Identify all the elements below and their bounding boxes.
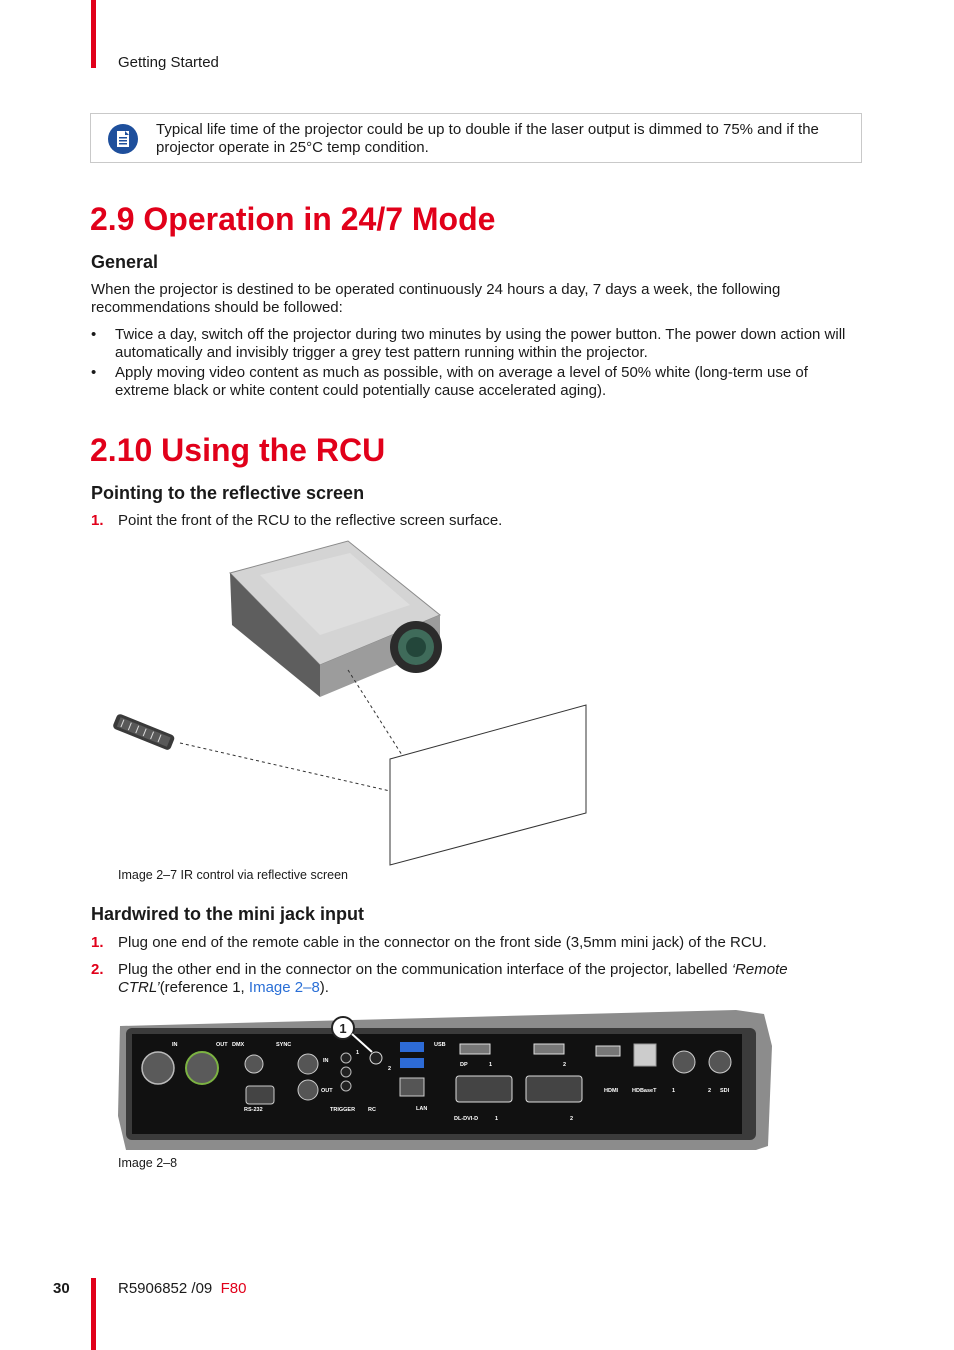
footer-accent-bar xyxy=(91,1278,96,1350)
reflective-screen xyxy=(390,705,586,865)
label-sync-out: OUT xyxy=(321,1088,333,1094)
remote-ctrl-jack xyxy=(370,1052,382,1064)
label-sdi: SDI xyxy=(720,1088,730,1094)
step-text-part: ). xyxy=(319,978,329,996)
label-dvi-1: 1 xyxy=(495,1116,499,1122)
step-text-part: (reference 1, xyxy=(159,978,249,996)
label-hdbaset: HDBaseT xyxy=(632,1088,657,1094)
label-trigger-1: 1 xyxy=(356,1050,360,1056)
label-out: OUT xyxy=(216,1042,228,1048)
label-rs232: RS-232 xyxy=(244,1107,263,1113)
figure-ir-reflective-screen xyxy=(110,535,600,870)
label-rc: RC xyxy=(368,1107,376,1113)
label-dvi-2: 2 xyxy=(570,1116,574,1122)
step-text: Plug one end of the remote cable in the connector on the front side (3,5mm mini jack) of the RCU. xyxy=(118,934,767,951)
note-text: Typical life time of the projector could be up to double if the laser output is dimmed to 75% and if the projector operate in 25°C temp condition. xyxy=(156,121,819,156)
label-rc-2: 2 xyxy=(388,1066,392,1072)
label-sdi-2: 2 xyxy=(708,1088,712,1094)
step-number: 1. xyxy=(91,934,104,951)
doc-number: R5906852 /09 xyxy=(118,1280,213,1297)
section-9-subtitle: General xyxy=(91,252,159,272)
section-10-sub1: Pointing to the reflective screen xyxy=(91,483,365,503)
header-section-title: Getting Started xyxy=(118,54,219,71)
figure-connector-panel xyxy=(116,1006,776,1156)
figure-1-caption: Image 2–7 IR control via reflective screen xyxy=(118,868,348,882)
bullet-text: Twice a day, switch off the projector during two minutes by using the power button. The power down action will automatically and invisibly trigger a grey test pattern running within the projector. xyxy=(115,326,846,361)
rcu-remote-illustration xyxy=(112,713,175,751)
label-usb: USB xyxy=(434,1042,446,1048)
bullet-text: Apply moving video content as much as possible, with on average a level of 50% white (long-term use of extreme black or white content could potentially cause accelerated aging). xyxy=(115,364,808,399)
label-dp-1: 1 xyxy=(489,1062,493,1068)
model-name: F80 xyxy=(220,1280,247,1297)
figure-2-caption: Image 2–8 xyxy=(118,1156,178,1170)
bullet-marker: • xyxy=(91,364,97,381)
section-9-title: 2.9 Operation in 24/7 Mode xyxy=(90,201,496,237)
step-number: 2. xyxy=(91,961,104,978)
projector-illustration xyxy=(230,541,442,697)
bullet-marker: • xyxy=(91,326,97,343)
footer-doc-id xyxy=(118,1280,246,1297)
step-number: 1. xyxy=(91,512,104,529)
image-reference-link[interactable]: Image 2–8 xyxy=(248,978,320,996)
label-dp-2: 2 xyxy=(563,1062,567,1068)
page-number: 30 xyxy=(53,1280,70,1297)
header-accent-bar xyxy=(91,0,96,68)
label-dp: DP xyxy=(460,1062,468,1068)
step-text-part: Plug the other end in the connector on the communication interface of the projector, labelled xyxy=(118,961,732,978)
step-text: Point the front of the RCU to the reflective screen surface. xyxy=(118,512,503,529)
label-dmx: DMX xyxy=(232,1042,245,1048)
remote-ctrl-label: ‘Remote CTRL’ xyxy=(118,961,788,996)
label-dvi: DL-DVI-D xyxy=(454,1116,479,1122)
label-in: IN xyxy=(172,1042,178,1048)
section-10-title: 2.10 Using the RCU xyxy=(90,432,386,468)
section-10-sub2: Hardwired to the mini jack input xyxy=(91,904,365,924)
section-9-intro: When the projector is destined to be operated continuously 24 hours a day, 7 days a week, the following recommendations should be followed: xyxy=(91,281,781,316)
note-box xyxy=(90,113,862,163)
label-lan: LAN xyxy=(416,1106,428,1112)
label-sync-in: IN xyxy=(323,1058,329,1064)
label-trigger: TRIGGER xyxy=(330,1107,356,1113)
label-sync: SYNC xyxy=(276,1042,292,1048)
step-text xyxy=(118,961,861,996)
note-document-icon xyxy=(107,123,139,155)
label-sdi-1: 1 xyxy=(672,1088,676,1094)
label-hdmi: HDMI xyxy=(604,1088,619,1094)
callout-1-label: 1 xyxy=(339,1021,347,1036)
